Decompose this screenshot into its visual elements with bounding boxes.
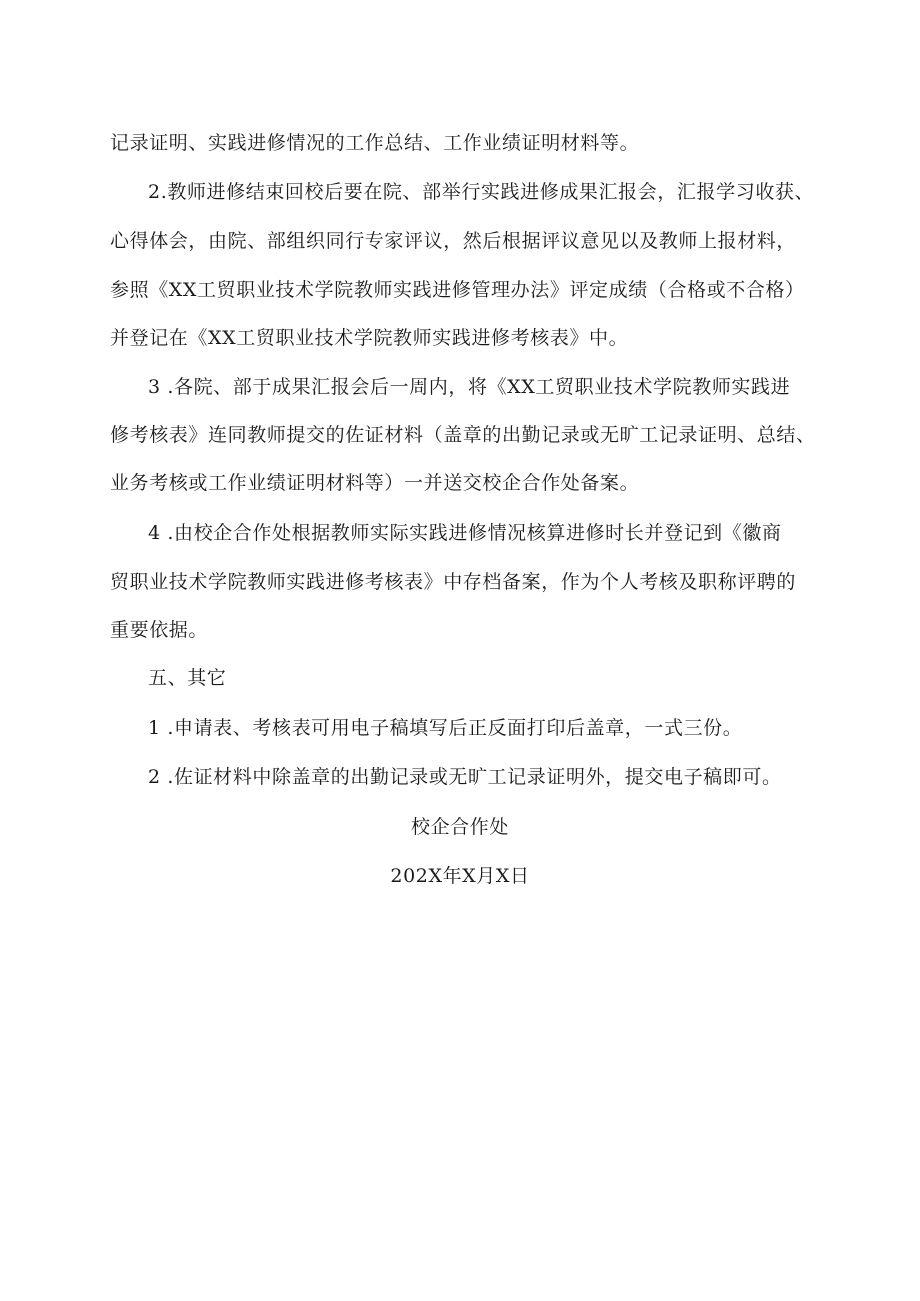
signature-date: 202X年X月X日 xyxy=(390,865,530,887)
paragraph-4-line-1: 4 .由校企合作处根据教师实际实践进修情况核算进修时长并登记到《徽商 xyxy=(148,522,782,544)
paragraph-2-line-3: 参照《XX工贸职业技术学院教师实践进修管理办法》评定成绩（合格或不合格） xyxy=(110,279,805,301)
paragraph-2-line-2: 心得体会，由院、部组织同行专家评议，然后根据评议意见以及教师上报材料， xyxy=(110,230,797,252)
paragraph-3-line-3: 业务考核或工作业绩证明材料等）一并送交校企合作处备案。 xyxy=(110,472,640,494)
paragraph-2-line-1: 2.教师进修结束回校后要在院、部举行实践进修成果汇报会，汇报学习收获、 xyxy=(148,181,815,203)
section-5-item-2: 2 .佐证材料中除盖章的出勤记录或无旷工记录证明外，提交电子稿即可。 xyxy=(148,766,782,788)
paragraph-4-line-2: 贸职业技术学院教师实践进修考核表》中存档备案，作为个人考核及职称评聘的 xyxy=(110,571,797,593)
section-5-heading: 五、其它 xyxy=(148,667,227,689)
paragraph-4-line-3: 重要依据。 xyxy=(110,619,209,641)
paragraph-3-line-2: 修考核表》连同教师提交的佐证材料（盖章的出勤记录或无旷工记录证明、总结、 xyxy=(110,424,816,446)
section-5-item-1: 1 .申请表、考核表可用电子稿填写后正反面打印后盖章，一式三份。 xyxy=(148,717,743,739)
signature-department: 校企合作处 xyxy=(410,816,509,838)
paragraph-1-line-1: 记录证明、实践进修情况的工作总结、工作业绩证明材料等。 xyxy=(110,132,640,154)
paragraph-3-line-1: 3 .各院、部于成果汇报会后一周内，将《XX工贸职业技术学院教师实践进 xyxy=(148,376,791,398)
paragraph-2-line-4: 并登记在《XX工贸职业技术学院教师实践进修考核表》中。 xyxy=(110,327,629,349)
